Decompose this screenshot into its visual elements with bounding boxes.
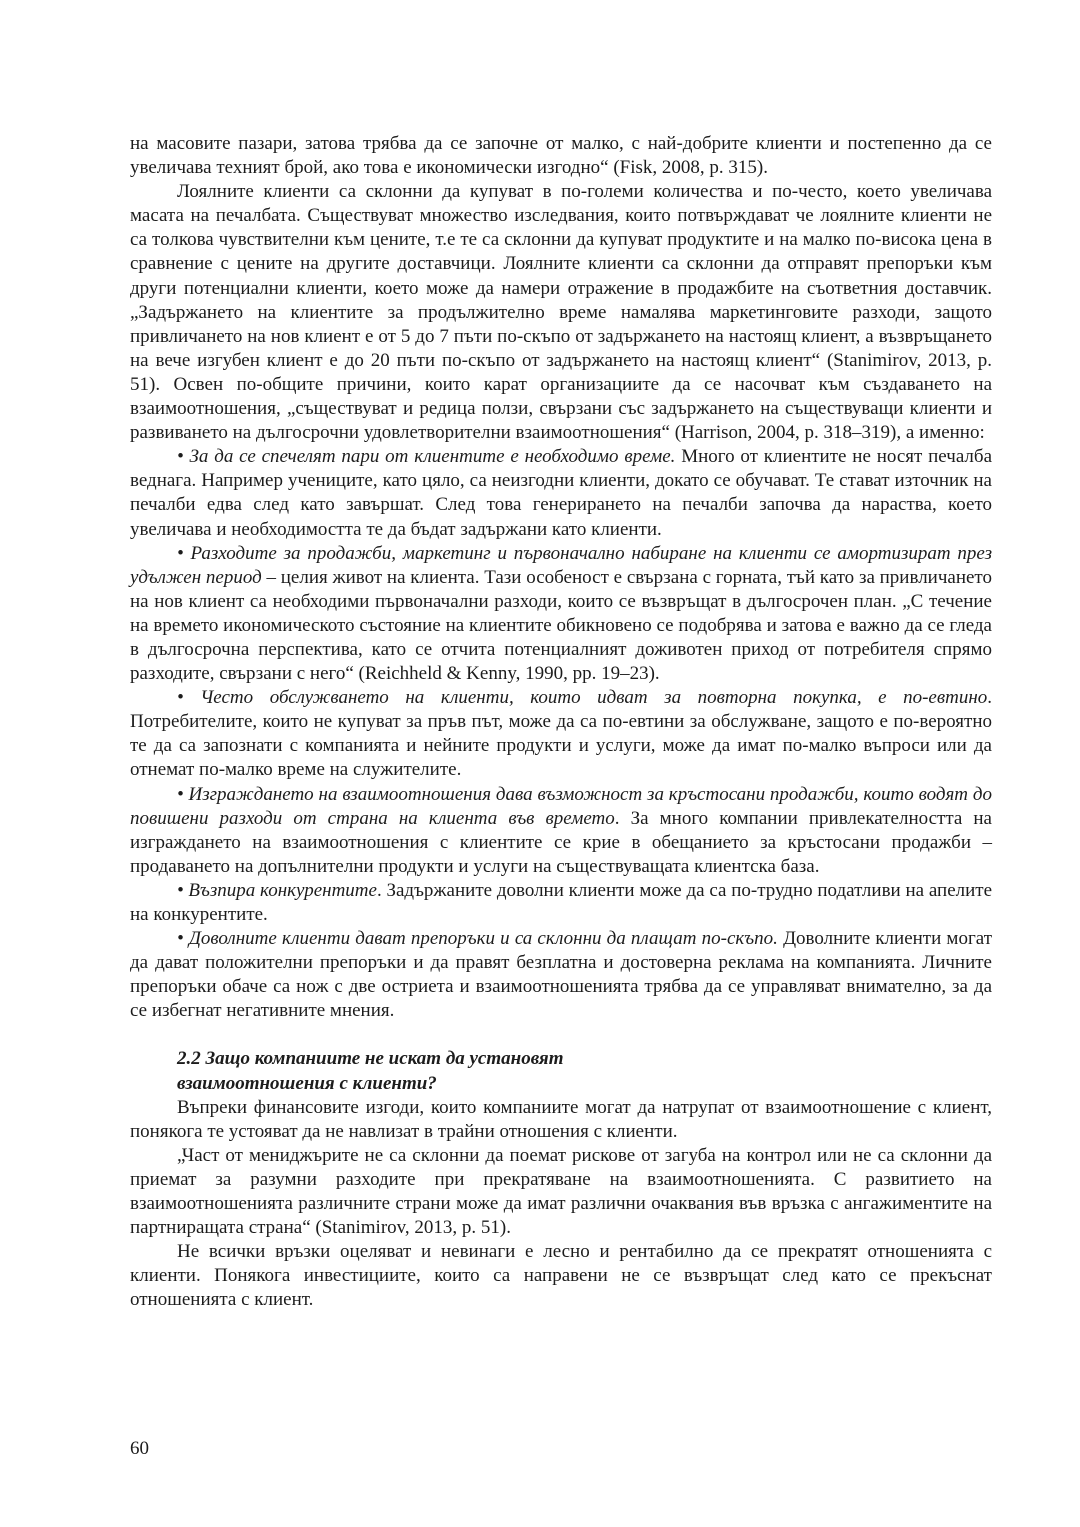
- bullet-marker: •: [177, 446, 184, 468]
- bullet-item: [130, 783, 992, 879]
- bullet-text: Много от клиентите не носят печалба веднага. Например учениците, като цяло, са неизгодни клиенти, докато се обучават. Те стават източник на печалби едва след като завършат. След това генерирането на печалби започва да нараства, което увеличава и необходимостта те да бъдат задържани като клиенти.: [130, 446, 992, 540]
- page-body: [130, 132, 992, 1313]
- section-heading-line-2: взаимоотношения с клиенти?: [177, 1072, 437, 1094]
- paragraph-section-1: Въпреки финансовите изгоди, които компаниите могат да натрупат от взаимоотношение с клиент, понякога те устояват да не навлизат в трайни отношения с клиенти.: [130, 1096, 992, 1142]
- section-heading-line-1: 2.2 Защо компаниите не искат да установят: [177, 1048, 564, 1070]
- bullet-emphasis: Възпира конкурентите: [188, 879, 377, 901]
- bullet-marker: •: [177, 879, 184, 901]
- bullet-marker: •: [177, 928, 184, 950]
- bullet-text: – целия живот на клиента. Тази особеност е свързана с горната, тъй като за привличането на нов клиент са необходими първоначални разходи, които се възвръщат в дългосрочен план. „С течение на времето икономическото състояние на клиентите обикновено се подобрява и затова е важно да се гледа в дългосрочна перспектива, като се отчита потенциалният доживотен приход от потребителя спрямо разходите, свързани с него“ (Reichheld & Kenny, 1990, pp. 19–23).: [130, 566, 992, 685]
- bullet-emphasis: Доволните клиенти дават препоръки и са склонни да плащат по-скъпо.: [188, 928, 778, 950]
- paragraph-continuation: на масовите пазари, затова трябва да се започне от малко, с най-добрите клиенти и постепенно да се увеличава техният брой, ако това е икономически изгодно“ (Fisk, 2008, p. 315).: [130, 133, 992, 179]
- bullet-emphasis: Често обслужването на клиенти, които идват за повторна покупка, е по-евтино: [200, 687, 988, 709]
- bullet-text: Доволните клиенти могат да дават положителни препоръки и да правят безплатна и достоверна реклама на компанията. Личните препоръки обаче са нож с две остриета и взаимоотношенията трябва да се управляват внимателно, за да се избегнат негативните мнения.: [130, 928, 992, 1022]
- bullet-item: [130, 927, 992, 1023]
- bullet-marker: •: [177, 783, 184, 805]
- paragraph-section-2: „Част от мениджърите не са склонни да поемат рискове от загуба на контрол или не са склонни да приемат за разумни разходите при прекратяване на взаимоотношенията. С развитието на взаимоотношенията различните страни може да имат различни очаквания във връзка с ангажиментите на партниращата страна“ (Stanimirov, 2013, p. 51).: [130, 1144, 992, 1239]
- bullet-item: [130, 686, 992, 782]
- bullet-text: . За много компании привлекателността на изграждането на взаимоотношения с клиентите се крие в обещанието за кръстосани продажби – продаването на допълнителни продукти и услуги на съществуващата клиентска база.: [130, 807, 992, 877]
- bullet-marker: •: [177, 542, 184, 564]
- bullet-marker: •: [177, 687, 184, 709]
- bullet-text: . Задържаните доволни клиенти може да са по-трудно податливи на апелите на конкурентите.: [130, 879, 993, 925]
- bullet-emphasis: Разходите за продажби, маркетинг и първоначално набиране на клиенти се амортизират през удължен период: [130, 542, 993, 588]
- paragraph-loyal-clients: Лоялните клиенти са склонни да купуват в по-големи количества и по-често, което увеличава масата на печалбата. Съществуват множество изследвания, които потвърждават че лоялните клиенти не са толкова чувствителни към цените, т.е те са склонни да купуват продуктите и на малко по-висока цена в сравнение с цените на другите доставчици. Лоялните клиенти са склонни да отправят препоръки към други потенциални клиенти, което може да намери отражение в продажбите на съответния доставчик. „Задържането на клиентите за продължително време намалява маркетинговите разходи, защото привличането на нов клиент е от 5 до 7 пъти по-скъпо от задържането на настоящ клиент, а възвръщането на вече изгубен клиент е до 20 пъти по-скъпо от задържането на настоящ клиент“ (Stanimirov, 2013, p. 51). Освен по-общите причини, които карат организациите да се насочват към създаването на взаимоотношения, „съществуват и редица ползи, свързани със задържането на съществуващи клиенти и развиването на дългосрочни удовлетворителни взаимоотношения“ (Harrison, 2004, p. 318–319), а именно:: [130, 181, 992, 444]
- section-heading: [177, 1047, 992, 1095]
- bullet-emphasis: Изграждането на взаимоотношения дава възможност за кръстосани продажби, които водят до повишени разходи от страна на клиента във времето: [130, 783, 992, 829]
- bullet-item: [130, 542, 992, 687]
- paragraph-section-3: Не всички връзки оцеляват и невинаги е лесно и рентабилно да се прекратят отношенията с клиенти. Понякога инвестициите, които са направени не се възвръщат след като се прекъснат отношенията с клиент.: [130, 1241, 992, 1311]
- bullet-item: [130, 445, 992, 541]
- bullet-item: [130, 879, 992, 927]
- bullet-text: . Потребителите, които не купуват за пръв път, може да са по-евтини за обслужване, защото е по-вероятно те да са запознати с компанията и нейните продукти и услуги, може да имат по-малко въпроси или да отнемат по-малко време на служителите.: [130, 687, 993, 781]
- bullet-emphasis: За да се спечелят пари от клиентите е необходимо време.: [189, 446, 676, 468]
- page-number: 60: [130, 1438, 149, 1459]
